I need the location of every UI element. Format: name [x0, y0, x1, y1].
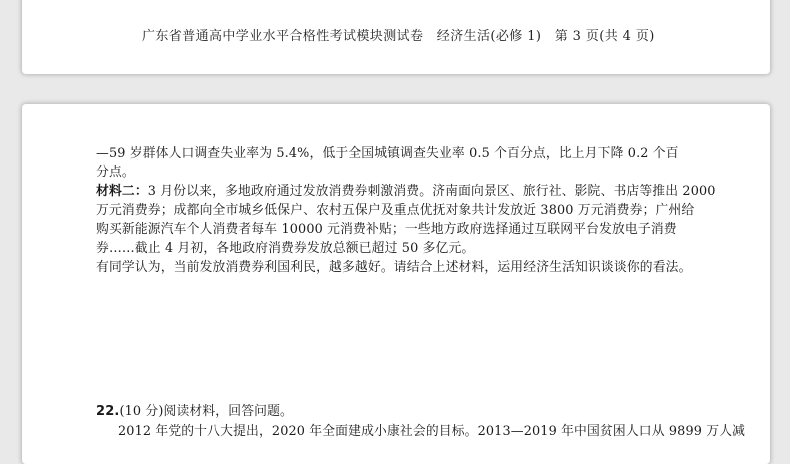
- current-page: [22, 104, 770, 464]
- material-two-label: 材料二：: [96, 184, 148, 199]
- question-22-header: [96, 402, 293, 421]
- question-instruction: (10 分)阅读材料，回答问题。: [119, 404, 293, 419]
- material-two-paragraph: [96, 182, 716, 201]
- material-text-line: 分点。: [96, 165, 135, 180]
- material-text-line: 券……截止 4 月初，各地政府消费券发放总额已超过 50 多亿元。: [96, 241, 475, 256]
- previous-page: [22, 0, 770, 74]
- material-text-line: —59 岁群体人口调查失业率为 5.4%，低于全国城镇调查失业率 0.5 个百分点，比上月下降 0.2 个百: [96, 146, 679, 161]
- question-number: 22.: [96, 404, 120, 419]
- page-footer: 广东省普通高中学业水平合格性考试模块测试卷 经济生活(必修 1) 第 3 页(共 4 页): [142, 29, 655, 44]
- question-22-material-line: 2012 年党的十八大提出，2020 年全面建成小康社会的目标。2013—2019 年中国贫困人口从 9899 万人减: [118, 424, 746, 439]
- material-text-line: 万元消费券；成都向全市城乡低保户、农村五保户及重点优抚对象共计发放近 3800 万元消费券；广州给: [96, 203, 695, 218]
- material-text-line: 购买新能源汽车个人消费者每车 10000 元消费补贴；一些地方政府选择通过互联网平台发放电子消费: [96, 222, 677, 237]
- question-prompt: 有同学认为，当前发放消费券利国利民，越多越好。请结合上述材料，运用经济生活知识谈谈你的看法。: [96, 260, 692, 275]
- material-text-line: 3 月份以来，多地政府通过发放消费券刺激消费。济南面向景区、旅行社、影院、书店等推出 2000: [147, 184, 716, 199]
